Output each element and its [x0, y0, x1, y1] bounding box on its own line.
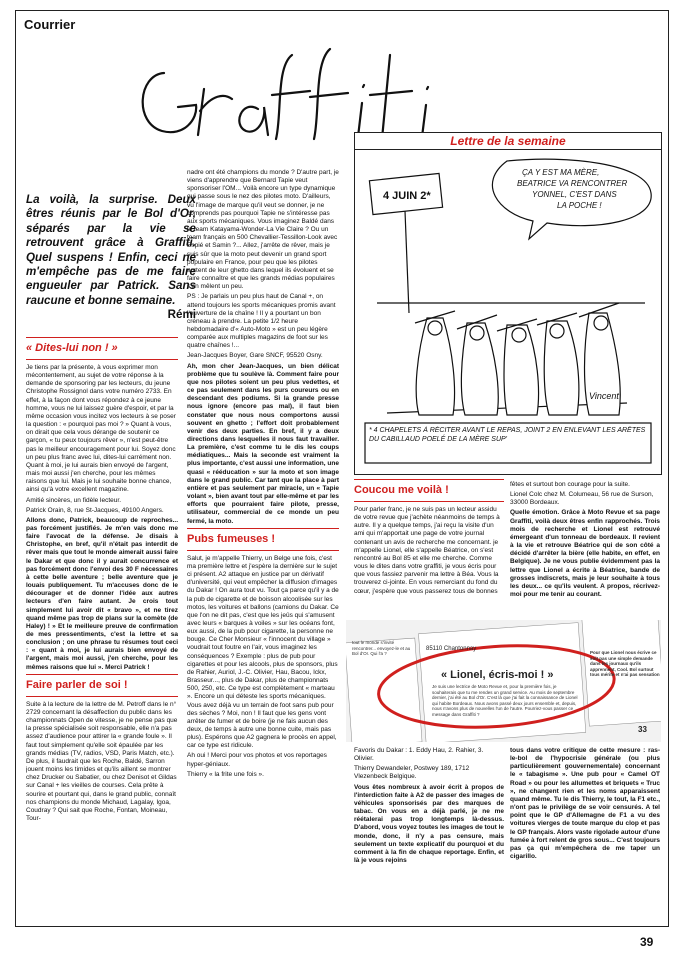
lead-text: La voilà, la surprise. Deux êtres réunis par le Bol d'Or, séparés par la vie se retrouvent grâce à Graffiti. Quel suspens ! Enfin, ceci ne m'empêche pas de me faire engueuler par Patrick. Sans raucune et bonne semaine.	[26, 193, 196, 307]
intro-lead	[26, 193, 196, 323]
divider	[26, 337, 178, 338]
clipping-reply: Pour que Lionel nous écrive ce soit pas une simple demande dans les journaux qu'ils apprennent, Cool. Bol surtout tous mérite et n'ai pas sensation	[590, 650, 660, 677]
reply-paragraph: Allons donc, Patrick, beaucoup de reproches... pas forcément justifiés. Je m'en vais donc me faire l'avocat de la défense. Je disais à Christophe, en bref, qu'il n'était pas interdit de rêver mais que tout le monde aimerait aussi faire le Dakar et que donc il y aurait concurrence et pas forcément donc l'envoi des 30 F nécessaires à cette belle aventure ; belle aventure que je louais publiquement. Tu m'accuses donc de le décourager et de donner l'idée aux autres lecteurs d'en faire autant. Je crois tout simplement lui avoir dit « bravo », et ne tirez quand même pas trop de plans sur la comète (de Haley) ! » Et le meilleure preuve de confirmation de mes pressentiments, c'est la lettre et sa conclusion ; on une phrase tu résumes tout ceci : « quant à moi, je lui aurais bien envoyé de l'argent, mais moi aussi, j'en cherche, pour les mêmes raisons que lui ». Merci Patrick !	[26, 516, 178, 671]
divider	[354, 479, 504, 480]
column-2	[187, 169, 339, 925]
letter-signature: Thierry Dewandeler, Postwey 189, 1712 Vlezenbeck Belgique.	[354, 765, 470, 781]
lead-signature: Rémi	[167, 308, 196, 322]
reply-paragraph: Quelle émotion. Grâce à Moto Revue et sa page Graffiti, voilà deux êtres enfin rapprochés. Trois mois de recherche et Lionel est retrouvé émergeant d'un tonneau de bordeaux. Il revient à la vie et retrouve Béatrice qui de son côté a décidé d'arrêter la bière (elle habite, en effet, en Belgique). Je ne vous publie évidemment pas la lettre que Lionel a écrite à Béatrice, bande de grosses indiscrets, mais je leur souhaite à tous les deux... ce qu'ils veulent. A propos, récrivez-moi pour me tenir au courant.	[510, 509, 660, 599]
letter-paragraph: fêtes et surtout bon courage pour la suite.	[510, 481, 630, 488]
divider	[26, 696, 178, 697]
clipping-headline: « Lionel, écris-moi ! »	[441, 669, 554, 681]
section-label: Courrier	[24, 17, 76, 32]
bubble-line: ÇA Y EST MA MÈRE,	[522, 168, 600, 177]
letter-paragraph: Ah oui ! Merci pour vos photos et vos reportages hyper-géniaux.	[187, 752, 327, 768]
letter-paragraph: Salut, je m'appelle Thierry, un Belge une fois, c'est ma première lettre et j'espère la dernière sur le sujet ci présent. A2 attaque en justice par un dérivatif d'université, qui veut empêcher la diffusion d'images du Dakar ! On aura tout vu. Tout ça parce qu'il y a de la pub de cigarette et de boisson alcoolisée sur les motos, les voitures et ballons (camions du Dakar. Ce que l'on ne dit pas, c'est que les jeûs qui s'amusent avec leurs « barques à voiles » sur les océans font, eux aussi, de la pub pour cigarette, la personne ne bouge. Ce Cher Monsieur « l'innocent du village » voudrait tout foutre en l'air, vous imaginez les conséquences ? Exemple : plus de pub pour cigarettes et pour les alcools, plus de sponsors, plus de Rahier, Auriol, J.-C. Olivier, Hau, Bacou, Ickx, Brasseur..., plus de Dakar, plus de championnats 500, 250, etc. Ce type est complètement « marteau ». Encore un qui déteste les sports mécaniques. Vous avez déjà vu un terrain de foot sans pub pour des sèches ? Moi, non ! Il faut que les gens vont arrêter de fumer et de boire (je ne fais aucun des deux, de temps à autre une bonne cuite, mais pas plus). Espérons que A2 gagnera le procès en appel, car ce type est ridicule.	[187, 554, 339, 750]
card-title: Lettre de la semaine	[355, 133, 661, 150]
magazine-page	[15, 10, 669, 927]
letter-paragraph: Pour parler franc, je ne suis pas un lecteur assidu de votre revue que j'achète néanmoins de temps à autre. Il y a quelque temps, j'ai reçu la visite d'un ami qui m'apportait une page de votre journal contenant un avis de recherche me concernant. je m'appelle Lionel, elle s'appelle Béatrice, on s'est rencontré au Bol 85 et elle me cherche. Comme vous le dites dans votre graffiti, je vous écris pour que vous fassiez parvenir ma lettre à Béa. Vous la trouverez ci-jointe. En vous remerciant du fond du cœur, j'espère que vous passerez tous de bonnes	[354, 506, 500, 595]
letter-paragraph: Amitié sincères, un fidèle lecteur.	[26, 496, 122, 504]
divider	[26, 359, 178, 360]
letter-signature: Jean-Jacques Boyer, Gare SNCF, 95520 Osny.	[187, 352, 323, 360]
heading-faire-parler-de-soi: Faire parler de soi !	[26, 678, 128, 691]
cartoonist-signature: Vincent	[589, 391, 619, 401]
nuns-cartoon	[357, 153, 659, 471]
heading-pubs-fumeuses: Pubs fumeuses !	[187, 532, 276, 545]
letter-signature: Patrick Orain, 8, rue St-Jacques, 49100 Angers.	[26, 506, 164, 514]
reply-paragraph: tous dans votre critique de cette mesure : ras-le-bol de l'hypocrisie générale (ou plus particulièrement gouvernementale) concernant le « tabagisme ». Une pub pour « Camel OT Road » ou pour les allumettes et briquets « Truc », ne changent rien et les noms apparaissent quand même. Tu le dis Thierry, le tout, la F1 etc., n'ont pas le privilège de se voir censurés. A tel point que le GP d'Allemagne de F1 a vu des voitures vierges de toute marque du clop et pas le GP français. Alors vaste rigolade autour d'une fumée à fort relent de gros sous... C'est toujours pas ça qui m'empêchera de me taper un cigarillo.	[510, 747, 660, 861]
bubble-line: YONNEL, C'EST DANS	[532, 190, 617, 199]
clipping-left-text: tout le monde s'invité rencontrer... envoyez-le et au Bol d'Or. Qui l'a ?	[352, 640, 411, 656]
bubble-line: BEATRICE VA RENCONTRER	[517, 179, 628, 188]
column-4-bottom	[510, 747, 660, 925]
divider	[187, 528, 339, 529]
letter-signature: Thierry « la frite une fois ».	[187, 770, 264, 778]
cartoon-caption: * 4 CHAPELETS À RÉCITER AVANT LE REPAS, JOINT 2 EN ENLEVANT LES ARÊTES DU CABILLAUD POELÉ DE LA MÈRE SUP'	[369, 427, 646, 443]
letter-signature: Lionel Colc chez M. Columeau, 56 rue de Surson, 33000 Bordeaux.	[510, 491, 654, 507]
column-1	[26, 337, 178, 925]
letter-paragraph: Favoris du Dakar : 1. Eddy Hau, 2. Rahier, 3. Olivier.	[354, 747, 484, 763]
clipping-body: Je suis une lectrice de Moto Revue et, pour la première fois, je souhaiterais que tu me rendes un grand service. Au mois de septembre dernier, j'ai été au Bol d'Or. C'est là que j'ai fait la connaissance de Lionel qui habite Bordeaux. Nous avons passé deux jours ensemble et, depuis, nous n'avons plus de nouvelles l'un de l'autre. Pourriez-vous passer ce message dans Graffiti ?	[432, 684, 578, 717]
clipping-header: 85110 Chantonnay	[426, 646, 477, 652]
heading-dites-lui-non: « Dites-lui non ! »	[26, 342, 118, 354]
magazine-clipping	[346, 620, 661, 742]
divider	[354, 501, 504, 502]
sign-text: 4 JUIN 2*	[383, 190, 431, 202]
letter-of-the-week	[354, 132, 662, 475]
reply-paragraph: Vous êtes nombreux à avoir écrit à propos de l'interdiction faite à A2 de passer des images de véhicules sponsorisés par des marques de tabac. On vous en a déjà parlé, je ne me réétalerai pas trop longtemps là-dessus. D'abord, vous voyez toutes les images de tout le monde, donc, il n'y a pas censure, mais seulement un texte explicatif du pourquoi et du comment à la fin de chaque reportage. Enfin, et là je vous rejoins	[354, 783, 504, 865]
divider	[187, 550, 339, 551]
column-3-bottom	[354, 747, 504, 925]
letter-paragraph: PS : Je parlais un peu plus haut de Canal +, on attend toujours les sports mécaniques promis avant l'ouverture de la chaîne ! Il y a pourtant un bon créneau à prendre. La petite 1/2 heure hebdomadaire d'« Auto-Moto » est un peu légère comparée aux multiples magazins de foot sur les quatre chaînes !...	[187, 293, 336, 350]
heading-coucou-me-voila: Coucou me voilà !	[354, 484, 449, 496]
page-number: 39	[640, 935, 654, 949]
letter-paragraph: Suite à la lecture de la lettre de M. Petroff dans le n° 2729 concernant la désaffection du public dans les championnats Open de vitesse, je ne pense pas que la presse spécialisée soit responsable, elle n'a pas assez d'audience pour attirer la « grande foule ». Il faut tout simplement qu'elle soit épaulée par les grands médias (TV, radios, VSD, Paris Match, etc.). De plus, il faudrait que les Roche, Baldé, Sarron jouent moins les timides et qu'ils aillent se montrer chez Drucker ou Sabatier, ou chez Denisot et Gildas sur Canal + les vieilles de courses. Cela prête à sourire et pourtant qui, dans le grand public, connaît nos champions du monde Michaud, Lagalay, Igoa, Coudray ? Qui sait que Roche, Fontan, Moineau, Tour-	[26, 700, 178, 822]
bubble-line: LA POCHE !	[557, 201, 602, 210]
divider	[26, 674, 178, 675]
reply-paragraph: Ah, mon cher Jean-Jacques, un bien délicat problème que tu soulève là. Comment faire pour que nos pilotes soient un peu plus vedettes, et ce pas seulement dans les purs coureurs ou en descendant des podiums. Si la grande presse nous ignore (encore pas mal), il faut bien constater que nous nous comportons aussi souvent en ghetto ; l'effort doit probablement venir des deux parties. En bref, il y a deux directions dans lesquelles il nous faut travailler. La première, c'est comme tu le dis les coups médiatiques... Mais la seconde est vraiment la plus importante, c'est aussi une information, une quasi « rééducation » sur la moto et son image dans le grand public. Car tant que la place à part entière et pas seulement par miracle, un « Tapie volant », bien avant tout par elle-même et par les efforts que pourraient faire pilote, presse, utilisateur, commercial de ce monde un peu fermé, la moto.	[187, 362, 339, 525]
column-4-top	[510, 481, 660, 619]
letter-paragraph: nadre ont été champions du monde ? D'autre part, je viens d'apprendre que Bernard Tapie veut sponsoriser l'OM... Voilà encore un type dynamique qui passe sous le nez des pilotes moto. D'ailleurs, vu l'image de marque qu'il veut se donner, je ne comprends pas pourquoi Tapie ne s'intéresse pas aux sports mécaniques. Vous imaginez Baldé dans le team Katayama-Wonder-La Vie Claire ? Ou un team français en 500 Chevallier-Tessillon-Look avec Espié et Samin ?... Allez, j'arrête de rêver, mais je suis sûr que la moto peut devenir un grand sport populaire en France, pour peu que les pilotes sortent de leur ghetto dans lequel ils évoluent et se faire connaître et que les grands médias populaires s'en mêlent un peu.	[187, 169, 339, 291]
clipping-page: 33	[638, 725, 647, 734]
column-3-top	[354, 479, 504, 619]
letter-paragraph: Je tiens par la présente, à vous exprimer mon mécontentement, au sujet de votre réponse à la demande de sponsoring par les lecteurs, du jeune Christophe Rossignol dans votre numéro 2733. En effet, à la façon dont vous répondez à ce jeune homme, vous ne lui laissez guère d'espoir, et par la même occasion vous incitez vos lecteurs à se poser la question : « pourquoi pas moi ? » Quant à vous, on dirait que cela vous dérange de soutenir ce garçon, « tu peux toujours rêver », n'est peut-être pas le meilleur encouragement pour lui. Soyez donc un peu plus franc avec lui, dites-lui carrément non. Quant à moi, je lui aurais bien envoyé de l'argent, mais moi aussi j'en cherche, pour les mêmes raisons que lui. Mais je lui souhaite bonne chance, ainsi qu'à votre excellent magazine.	[26, 364, 176, 494]
